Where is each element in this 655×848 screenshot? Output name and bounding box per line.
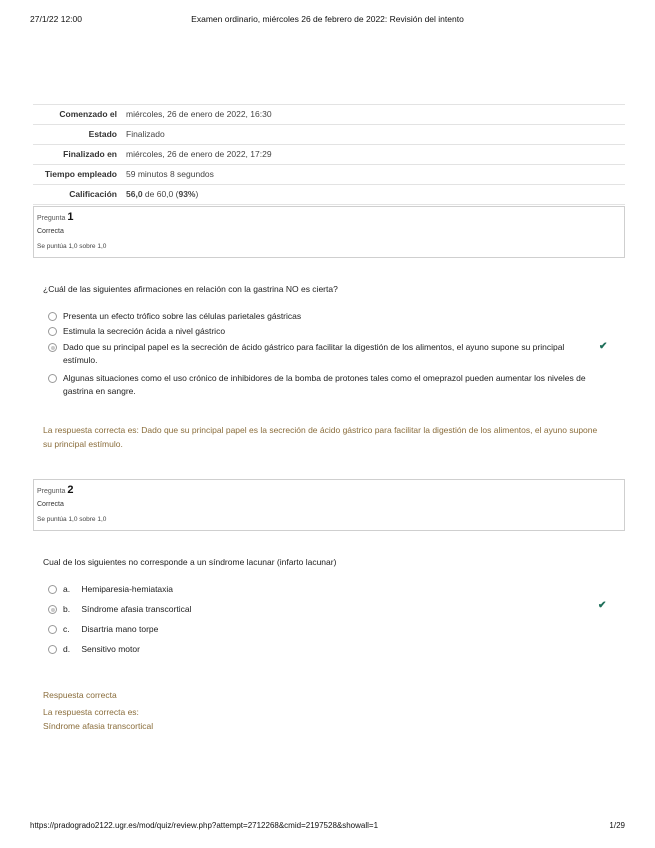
question-number-value: 2 xyxy=(67,484,74,496)
answer-letter: a. xyxy=(63,584,71,594)
grade-score: 56,0 xyxy=(126,189,143,199)
answer-content xyxy=(63,603,593,616)
summary-key: Estado xyxy=(33,125,122,145)
summary-value: miércoles, 26 de enero de 2022, 16:30 xyxy=(122,105,625,125)
answer-text: Algunas situaciones como el uso crónico de inhibidores de la bomba de protones tales como el omeprazol pueden aumentar los niveles de gastrina en sangre. xyxy=(63,373,586,396)
summary-value: 59 minutos 8 segundos xyxy=(122,165,625,185)
radio-button[interactable] xyxy=(48,312,57,321)
answer-letter: c. xyxy=(63,624,70,634)
answer-option[interactable] xyxy=(48,325,593,338)
answer-content xyxy=(63,623,593,636)
answer-option-selected[interactable] xyxy=(48,341,593,367)
summary-key: Comenzado el xyxy=(33,105,122,125)
answer-text: Disartria mano torpe xyxy=(81,624,159,634)
answer-text: Hemiparesia-hemiataxia xyxy=(81,584,174,594)
summary-value: miércoles, 26 de enero de 2022, 17:29 xyxy=(122,145,625,165)
answer-text: Sensitivo motor xyxy=(81,644,140,654)
question-2-feedback-answer: Síndrome afasia transcortical xyxy=(43,721,154,731)
question-1-feedback: La respuesta correcta es: Dado que su principal papel es la secreción de ácido gástrico para facilitar la digestión de los alimentos, el ayuno supone su principal estímulo. xyxy=(43,425,598,449)
question-number xyxy=(37,211,74,223)
question-grade: Se puntúa 1,0 sobre 1,0 xyxy=(37,516,107,523)
radio-button[interactable] xyxy=(48,645,57,654)
answer-option[interactable] xyxy=(48,310,593,323)
question-number-value: 1 xyxy=(67,211,74,223)
answer-content xyxy=(63,583,593,596)
answer-letter: b. xyxy=(63,604,71,614)
summary-key: Finalizado en xyxy=(33,145,122,165)
summary-value: Finalizado xyxy=(122,125,625,145)
answer-option-selected[interactable] xyxy=(48,603,593,616)
answer-option[interactable] xyxy=(48,623,593,636)
question-2-feedback-title: Respuesta correcta xyxy=(43,690,117,700)
grade-total: de 60,0 ( xyxy=(142,189,179,199)
radio-button-selected[interactable] xyxy=(48,343,57,352)
summary-row xyxy=(33,105,625,125)
page-number: 1/29 xyxy=(609,821,625,830)
question-state: Correcta xyxy=(37,501,64,508)
grade-close: ) xyxy=(195,189,199,199)
question-state: Correcta xyxy=(37,228,64,235)
question-1-info xyxy=(33,206,625,258)
question-1-text: ¿Cuál de las siguientes afirmaciones en relación con la gastrina NO es cierta? xyxy=(43,284,338,294)
question-2-feedback-intro: La respuesta correcta es: xyxy=(43,707,139,717)
radio-button[interactable] xyxy=(48,374,57,383)
summary-row xyxy=(33,165,625,185)
summary-row xyxy=(33,185,625,205)
summary-row xyxy=(33,145,625,165)
answer-option[interactable] xyxy=(48,643,593,656)
print-date: 27/1/22 12:00 xyxy=(30,14,82,24)
check-icon: ✔ xyxy=(598,600,607,611)
radio-button[interactable] xyxy=(48,327,57,336)
attempt-summary xyxy=(33,104,625,205)
grade-value xyxy=(122,185,625,205)
grade-percent: 93% xyxy=(178,189,196,199)
question-grade: Se puntúa 1,0 sobre 1,0 xyxy=(37,243,107,250)
answer-letter: d. xyxy=(63,644,71,654)
question-2-text: Cual de los siguientes no corresponde a un síndrome lacunar (infarto lacunar) xyxy=(43,557,337,567)
check-icon: ✔ xyxy=(599,341,608,352)
answer-option[interactable] xyxy=(48,583,593,596)
question-number xyxy=(37,484,74,496)
radio-button-selected[interactable] xyxy=(48,605,57,614)
question-label: Pregunta xyxy=(37,488,66,495)
answer-text: Estimula la secreción ácida a nivel gástrico xyxy=(63,326,226,336)
answer-text: Dado que su principal papel es la secreción de ácido gástrico para facilitar la digestión de los alimentos, el ayuno supone su principal estímulo. xyxy=(63,342,565,365)
radio-button[interactable] xyxy=(48,585,57,594)
radio-button[interactable] xyxy=(48,625,57,634)
summary-key: Calificación xyxy=(33,185,122,205)
question-label: Pregunta xyxy=(37,215,66,222)
answer-text: Presenta un efecto trófico sobre las células parietales gástricas xyxy=(63,311,302,321)
page-url: https://pradogrado2122.ugr.es/mod/quiz/review.php?attempt=2712268&cmid=2197528&showall=1 xyxy=(30,821,379,830)
summary-row xyxy=(33,125,625,145)
print-title: Examen ordinario, miércoles 26 de febrero de 2022: Revisión del intento xyxy=(191,14,464,24)
summary-key: Tiempo empleado xyxy=(33,165,122,185)
answer-content xyxy=(63,643,593,656)
answer-text: Síndrome afasia transcortical xyxy=(81,604,192,614)
question-2-info xyxy=(33,479,625,531)
answer-option[interactable] xyxy=(48,372,593,398)
